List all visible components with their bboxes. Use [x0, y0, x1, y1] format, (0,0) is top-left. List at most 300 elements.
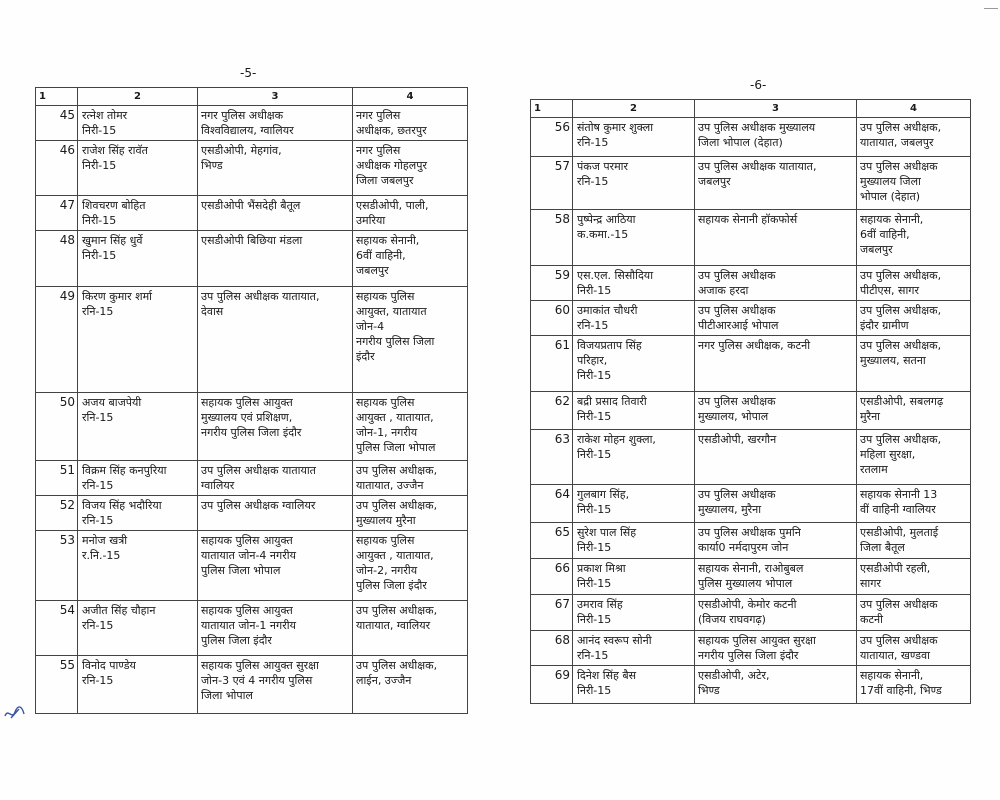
new-posting-cell — [353, 461, 468, 496]
cell-line: उप पुलिस अधीक्षक मुख्यालय — [698, 121, 816, 134]
cell-line: सहायक सेनानी 13 — [860, 488, 938, 501]
cell-line: सहायक पुलिस आयुक्त सुरक्षा — [201, 659, 319, 672]
cell-line: ग्वालियर — [201, 479, 235, 492]
officer-name-cell — [78, 141, 198, 196]
cell-line: आनंद स्वरूप सोनी — [577, 634, 652, 647]
new-posting-cell — [857, 336, 971, 392]
cell-line: उप पुलिस अधीक्षक यातायात — [201, 464, 316, 477]
cell-line: राजेश सिंह रावॅत — [82, 144, 148, 157]
cell-line: अजाक हरदा — [698, 284, 749, 297]
cell-line: उप पुलिस अधीक्षक — [698, 395, 776, 408]
cell-line: एसडीओपी, खरगौन — [698, 433, 777, 446]
new-posting-cell — [353, 141, 468, 196]
cell-line: सहायक पुलिस — [356, 534, 415, 547]
cell-line: निरी-15 — [577, 684, 612, 697]
cell-line: निरी-15 — [82, 124, 117, 137]
cell-line: एस.एल. सिसौदिया — [577, 269, 654, 282]
current-posting-cell — [695, 485, 857, 523]
table-row — [36, 496, 468, 531]
cell-line: खुमान सिंह धुर्वे — [82, 234, 143, 247]
new-posting-cell — [857, 523, 971, 559]
new-posting-cell — [857, 485, 971, 523]
cell-line: मनोज खत्री — [82, 534, 128, 547]
cell-line: रनि-15 — [82, 619, 114, 632]
officer-name-cell — [573, 595, 695, 631]
current-posting-cell — [695, 118, 857, 157]
cell-line: 6वीं वाहिनी, — [356, 249, 406, 262]
cell-line: जोन-3 एवं 4 नगरीय पुलिस — [201, 674, 313, 687]
cell-line: सहायक पुलिस आयुक्त सुरक्षा — [698, 634, 816, 647]
col-header-1: 1 — [531, 100, 573, 118]
cell-line: एसडीओपी, अटेर, — [698, 669, 770, 682]
serial-number: 63 — [531, 430, 573, 485]
current-posting-cell — [198, 531, 353, 601]
cell-line: उप पुलिस अधीक्षक, — [860, 433, 942, 446]
cell-line: वीं वाहिनी ग्वालियर — [860, 503, 936, 516]
serial-number: 49 — [36, 287, 78, 393]
cell-line: सहायक सेनानी, — [860, 669, 924, 682]
current-posting-cell — [198, 601, 353, 656]
col-header-3: 3 — [198, 88, 353, 106]
cell-line: एसडीओपी, पाली, — [356, 199, 429, 212]
officer-name-cell — [573, 631, 695, 666]
cell-line: उप पुलिस अधीक्षक, — [356, 604, 438, 617]
col-header-4: 4 — [353, 88, 468, 106]
cell-line: जबलपुर — [860, 243, 893, 256]
officer-name-cell — [78, 496, 198, 531]
cell-line: उप पुलिस अधीक्षक — [860, 634, 938, 647]
new-posting-cell — [353, 106, 468, 141]
serial-number: 66 — [531, 559, 573, 595]
cell-line: एसडीओपी भैंसदेही बैतूल — [201, 199, 301, 212]
current-posting-cell — [198, 196, 353, 231]
table-row — [531, 266, 971, 301]
current-posting-cell — [695, 595, 857, 631]
table-row — [531, 157, 971, 210]
table-row — [36, 287, 468, 393]
new-posting-cell — [857, 631, 971, 666]
new-posting-cell — [857, 301, 971, 336]
cell-line: इंदौर — [356, 350, 375, 363]
cell-line: उमरिया — [356, 214, 386, 227]
cell-line: विश्वविद्यालय, ग्वालियर — [201, 124, 294, 137]
current-posting-cell — [198, 231, 353, 287]
cell-line: नगरीय पुलिस जिला — [356, 335, 435, 348]
new-posting-cell — [353, 496, 468, 531]
table-row — [531, 485, 971, 523]
officer-name-cell — [573, 666, 695, 704]
cell-line: उप पुलिस अधीक्षक ग्वालियर — [201, 499, 316, 512]
cell-line: एसडीओपी रहली, — [860, 562, 931, 575]
cell-line: पुलिस जिला भोपाल — [356, 441, 436, 454]
table-row — [36, 393, 468, 461]
table-row — [531, 118, 971, 157]
cell-line: उप पुलिस अधीक्षक, — [860, 269, 942, 282]
cell-line: रनि-15 — [82, 411, 114, 424]
cell-line: दिनेश सिंह बैस — [577, 669, 637, 682]
current-posting-cell — [198, 656, 353, 714]
serial-number: 68 — [531, 631, 573, 666]
cell-line: उप पुलिस अधीक्षक — [860, 160, 938, 173]
new-posting-cell — [857, 266, 971, 301]
cell-line: सागर — [860, 577, 881, 590]
cell-line: सहायक सेनानी, — [356, 234, 420, 247]
cell-line: नगरीय पुलिस जिला इंदौर — [201, 426, 302, 439]
cell-line: निरी-15 — [82, 214, 117, 227]
cell-line: 6वीं वाहिनी, — [860, 228, 910, 241]
serial-number: 50 — [36, 393, 78, 461]
table-row — [531, 559, 971, 595]
cell-line: विजय सिंह भदौरिया — [82, 499, 162, 512]
officer-name-cell — [78, 531, 198, 601]
cell-line: जोन-4 — [356, 320, 385, 333]
current-posting-cell — [198, 141, 353, 196]
current-posting-cell — [198, 393, 353, 461]
col-header-2: 2 — [78, 88, 198, 106]
cell-line: एसडीओपी, मुलताई — [860, 526, 939, 539]
serial-number: 51 — [36, 461, 78, 496]
serial-number: 58 — [531, 210, 573, 266]
cell-line: निरी-15 — [577, 613, 612, 626]
table-row — [531, 631, 971, 666]
cell-line: निरी-15 — [577, 577, 612, 590]
cell-line: जिला भोपाल (देहात) — [698, 136, 783, 149]
serial-number: 65 — [531, 523, 573, 559]
current-posting-cell — [695, 336, 857, 392]
cell-line: निरी-15 — [577, 410, 612, 423]
cell-line: शिवचरण बोहित — [82, 199, 146, 212]
cell-line: पुलिस मुख्यालय भोपाल — [698, 577, 793, 590]
cell-line: मुख्यालय एवं प्रशिक्षण, — [201, 411, 293, 424]
cell-line: सहायक पुलिस आयुक्त — [201, 604, 293, 617]
cell-line: सहायक सेनानी, — [860, 213, 924, 226]
officer-name-cell — [573, 301, 695, 336]
cell-line: मुरैना — [860, 410, 881, 423]
table-row — [36, 601, 468, 656]
cell-line: अधीक्षक गोहलपुर — [356, 159, 427, 172]
new-posting-cell — [857, 595, 971, 631]
table-row — [531, 336, 971, 392]
new-posting-cell — [353, 231, 468, 287]
cell-line: राकेश मोहन शुक्ला, — [577, 433, 656, 446]
cell-line: नगर पुलिस — [356, 144, 401, 157]
current-posting-cell — [198, 287, 353, 393]
officer-name-cell — [573, 430, 695, 485]
cell-line: निरी-15 — [577, 503, 612, 516]
table-row — [36, 531, 468, 601]
current-posting-cell — [198, 461, 353, 496]
officer-name-cell — [573, 523, 695, 559]
officer-name-cell — [573, 559, 695, 595]
cell-line: सहायक सेनानी, राओबुबल — [698, 562, 804, 575]
cell-line: निरी-15 — [82, 249, 117, 262]
cell-line: पीटीएस, सागर — [860, 284, 919, 297]
current-posting-cell — [198, 106, 353, 141]
cell-line: उप पुलिस अधीक्षक — [698, 269, 776, 282]
serial-number: 56 — [531, 118, 573, 157]
cell-line: रनि-15 — [577, 649, 609, 662]
serial-number: 54 — [36, 601, 78, 656]
table-header-row — [531, 100, 971, 118]
cell-line: पुष्पेन्द्र आठिया — [577, 213, 636, 226]
cell-line: निरी-15 — [577, 541, 612, 554]
page-number-left: -5- — [240, 66, 257, 80]
table-row — [531, 301, 971, 336]
current-posting-cell — [695, 210, 857, 266]
cell-line: जोन-2, नगरीय — [356, 564, 418, 577]
new-posting-cell — [353, 601, 468, 656]
transfer-table-right — [530, 99, 971, 704]
cell-line: यातायात, उज्जैन — [356, 479, 424, 492]
cell-line: पुलिस जिला इंदौर — [201, 634, 272, 647]
current-posting-cell — [695, 301, 857, 336]
cell-line: 17वीं वाहिनी, भिण्ड — [860, 684, 942, 697]
col-header-1: 1 — [36, 88, 78, 106]
cell-line: एसडीओपी बिछिया मंडला — [201, 234, 303, 247]
page-right — [500, 0, 1000, 800]
cell-line: भिण्ड — [698, 684, 720, 697]
table-row — [531, 595, 971, 631]
table-body-left — [36, 106, 468, 714]
signature-mark — [2, 700, 28, 726]
table-row — [36, 656, 468, 714]
officer-name-cell — [78, 196, 198, 231]
cell-line: नगरीय पुलिस जिला इंदौर — [698, 649, 799, 662]
cell-line: उप पुलिस अधीक्षक, — [356, 499, 438, 512]
serial-number: 69 — [531, 666, 573, 704]
serial-number: 52 — [36, 496, 78, 531]
cell-line: सहायक पुलिस — [356, 396, 415, 409]
serial-number: 62 — [531, 392, 573, 430]
serial-number: 53 — [36, 531, 78, 601]
serial-number: 59 — [531, 266, 573, 301]
cell-line: सहायक पुलिस — [356, 290, 415, 303]
table-row — [36, 231, 468, 287]
current-posting-cell — [695, 631, 857, 666]
cell-line: एसडीओपी, केमोर कटनी — [698, 598, 797, 611]
new-posting-cell — [857, 157, 971, 210]
cell-line: विजयप्रताप सिंह — [577, 339, 642, 352]
current-posting-cell — [695, 559, 857, 595]
cell-line: रनि-15 — [577, 175, 609, 188]
officer-name-cell — [573, 336, 695, 392]
table-body-right — [531, 118, 971, 704]
current-posting-cell — [695, 157, 857, 210]
cell-line: किरण कुमार शर्मा — [82, 290, 153, 303]
table-row — [531, 430, 971, 485]
cell-line: नगर पुलिस अधीक्षक, कटनी — [698, 339, 811, 352]
cell-line: अजीत सिंह चौहान — [82, 604, 156, 617]
officer-name-cell — [573, 485, 695, 523]
cell-line: सहायक पुलिस आयुक्त — [201, 396, 293, 409]
cell-line: एसडीओपी, सबलगढ़ — [860, 395, 944, 408]
cell-line: पुलिस जिला भोपाल — [201, 564, 281, 577]
cell-line: (विजय राघवगढ़) — [698, 613, 766, 626]
officer-name-cell — [573, 157, 695, 210]
cell-line: यातायात, ग्वालियर — [356, 619, 431, 632]
cell-line: रनि-15 — [82, 479, 114, 492]
current-posting-cell — [695, 523, 857, 559]
cell-line: निरी-15 — [577, 369, 612, 382]
current-posting-cell — [695, 430, 857, 485]
serial-number: 46 — [36, 141, 78, 196]
table-row — [36, 196, 468, 231]
cell-line: रतलाम — [860, 463, 888, 476]
cell-line: उप पुलिस अधीक्षक यातायात, — [201, 290, 320, 303]
table-header-row — [36, 88, 468, 106]
cell-line: भिण्ड — [201, 159, 223, 172]
cell-line: यातायात, जबलपुर — [860, 136, 934, 149]
cell-line: र.नि.-15 — [82, 549, 121, 562]
cell-line: विक्रम सिंह कनपुरिया — [82, 464, 167, 477]
cell-line: मुख्यालय, भोपाल — [698, 410, 769, 423]
cell-line: अधीक्षक, छतरपुर — [356, 124, 427, 137]
cell-line: यातायात, खण्डवा — [860, 649, 930, 662]
cell-line: उप पुलिस अधीक्षक — [860, 598, 938, 611]
serial-number: 45 — [36, 106, 78, 141]
cell-line: इंदौर ग्रामीण — [860, 319, 909, 332]
serial-number: 57 — [531, 157, 573, 210]
cell-line: जबलपुर — [356, 264, 389, 277]
cell-line: रनि-15 — [82, 674, 114, 687]
cell-line: उप पुलिस अधीक्षक, — [860, 339, 942, 352]
new-posting-cell — [353, 287, 468, 393]
cell-line: रनि-15 — [577, 136, 609, 149]
cell-line: उप पुलिस अधीक्षक पुमनि — [698, 526, 801, 539]
cell-line: रनि-15 — [577, 319, 609, 332]
cell-line: आयुक्त , यातायात, — [356, 411, 434, 424]
officer-name-cell — [573, 210, 695, 266]
cell-line: रत्नेश तोमर — [82, 109, 128, 122]
cell-line: उप पुलिस अधीक्षक, — [356, 464, 438, 477]
cell-line: बद्री प्रसाद तिवारी — [577, 395, 647, 408]
serial-number: 48 — [36, 231, 78, 287]
new-posting-cell — [857, 666, 971, 704]
cell-line: जिला जबलपुर — [356, 174, 414, 187]
officer-name-cell — [573, 266, 695, 301]
cell-line: परिहार, — [577, 354, 608, 367]
table-row — [531, 523, 971, 559]
officer-name-cell — [78, 393, 198, 461]
cell-line: निरी-15 — [577, 284, 612, 297]
table-row — [531, 210, 971, 266]
cell-line: देवास — [201, 305, 224, 318]
cell-line: जिला बैतूल — [860, 541, 905, 554]
cell-line: उप पुलिस अधीक्षक यातायात, — [698, 160, 817, 173]
cell-line: सहायक सेनानी हॉकफोर्स — [698, 213, 798, 226]
table-row — [36, 461, 468, 496]
serial-number: 60 — [531, 301, 573, 336]
table-row — [531, 392, 971, 430]
cell-line: यातायात जोन-4 नगरीय — [201, 549, 296, 562]
cell-line: उप पुलिस अधीक्षक, — [860, 304, 942, 317]
cell-line: अजय बाजपेयी — [82, 396, 142, 409]
cell-line: उप पुलिस अधीक्षक — [698, 304, 776, 317]
cell-line: भोपाल (देहात) — [860, 190, 921, 203]
current-posting-cell — [695, 266, 857, 301]
cell-line: निरी-15 — [577, 448, 612, 461]
serial-number: 64 — [531, 485, 573, 523]
cell-line: संतोष कुमार शुक्ला — [577, 121, 654, 134]
serial-number: 67 — [531, 595, 573, 631]
page-number-right: -6- — [750, 78, 767, 92]
cell-line: जबलपुर — [698, 175, 731, 188]
officer-name-cell — [573, 392, 695, 430]
officer-name-cell — [78, 106, 198, 141]
cell-line: जिला भोपाल — [201, 689, 253, 702]
current-posting-cell — [198, 496, 353, 531]
cell-line: उप पुलिस अधीक्षक, — [860, 121, 942, 134]
new-posting-cell — [353, 196, 468, 231]
cell-line: उप पुलिस अधीक्षक, — [356, 659, 438, 672]
new-posting-cell — [353, 393, 468, 461]
cell-line: पीटीआरआई भोपाल — [698, 319, 779, 332]
cell-line: उमाकांत चौधरी — [577, 304, 638, 317]
new-posting-cell — [857, 210, 971, 266]
cell-line: मुख्यालय, मुरैना — [698, 503, 762, 516]
cell-line: पुलिस जिला इंदौर — [356, 579, 427, 592]
cell-line: रनि-15 — [82, 514, 114, 527]
table-row — [531, 666, 971, 704]
serial-number: 61 — [531, 336, 573, 392]
cell-line: रनि-15 — [82, 305, 114, 318]
officer-name-cell — [78, 601, 198, 656]
cell-line: आयुक्त , यातायात, — [356, 549, 434, 562]
cell-line: लाईन, उज्जैन — [356, 674, 412, 687]
current-posting-cell — [695, 666, 857, 704]
cell-line: निरी-15 — [82, 159, 117, 172]
col-header-4: 4 — [857, 100, 971, 118]
table-row — [36, 141, 468, 196]
officer-name-cell — [78, 231, 198, 287]
cell-line: मुख्यालय मुरैना — [356, 514, 416, 527]
cell-line: प्रकाश मिश्रा — [577, 562, 626, 575]
cell-line: मुख्यालय, सतना — [860, 354, 926, 367]
cell-line: एसडीओपी, मेहगांव, — [201, 144, 282, 157]
serial-number: 55 — [36, 656, 78, 714]
officer-name-cell — [78, 656, 198, 714]
cell-line: पंकज परमार — [577, 160, 629, 173]
col-header-3: 3 — [695, 100, 857, 118]
cell-line: आयुक्त, यातायात — [356, 305, 427, 318]
table-row — [36, 106, 468, 141]
page-edge-mark — [984, 8, 998, 9]
cell-line: महिला सुरक्षा, — [860, 448, 916, 461]
new-posting-cell — [857, 392, 971, 430]
serial-number: 47 — [36, 196, 78, 231]
cell-line: सुरेश पाल सिंह — [577, 526, 637, 539]
new-posting-cell — [857, 430, 971, 485]
cell-line: जोन-1, नगरीय — [356, 426, 418, 439]
cell-line: यातायात जोन-1 नगरीय — [201, 619, 296, 632]
cell-line: विनोद पाण्डेय — [82, 659, 136, 672]
cell-line: सहायक पुलिस आयुक्त — [201, 534, 293, 547]
cell-line: क.कमा.-15 — [577, 228, 629, 241]
cell-line: उमराव सिंह — [577, 598, 623, 611]
cell-line: गुलबाग सिंह, — [577, 488, 630, 501]
new-posting-cell — [857, 118, 971, 157]
new-posting-cell — [353, 531, 468, 601]
cell-line: मुख्यालय जिला — [860, 175, 921, 188]
cell-line: उप पुलिस अधीक्षक — [698, 488, 776, 501]
cell-line: कार्या0 नर्मदापुरम जोन — [698, 541, 789, 554]
cell-line: नगर पुलिस अधीक्षक — [201, 109, 284, 122]
new-posting-cell — [353, 656, 468, 714]
cell-line: कटनी — [860, 613, 883, 626]
col-header-2: 2 — [573, 100, 695, 118]
officer-name-cell — [573, 118, 695, 157]
new-posting-cell — [857, 559, 971, 595]
